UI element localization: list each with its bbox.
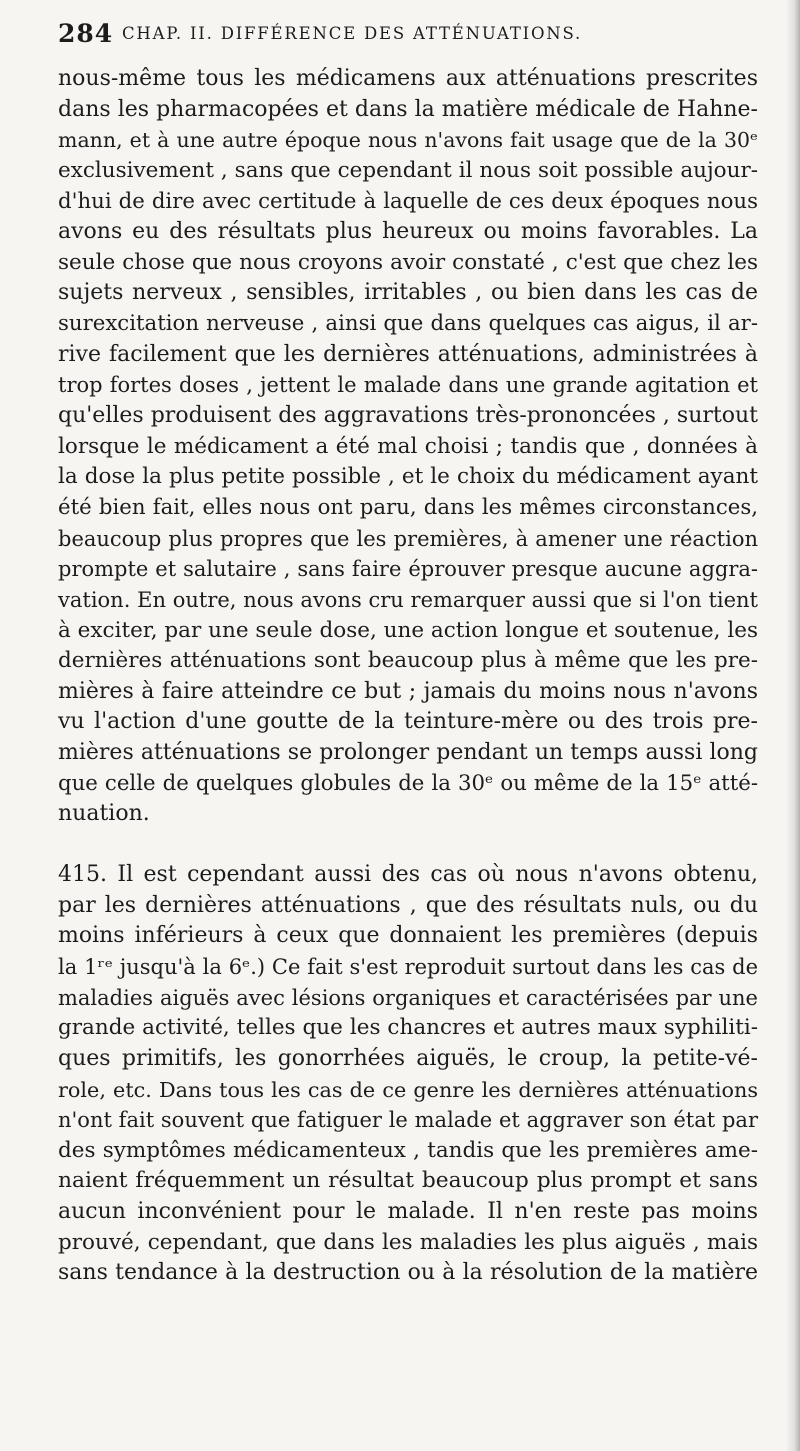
text-line: exclusivement , sans que cependant il nous soit possible aujour- [58, 157, 758, 183]
text-line: que celle de quelques globules de la 30ᵉ ou même de la 15ᵉ atté- [58, 770, 758, 796]
text-line: vation. En outre, nous avons cru remarquer aussi que si l'on tient [58, 587, 758, 612]
text-line: grande activité, telles que les chancres et autres maux syphiliti- [58, 1015, 758, 1041]
text-line: avons eu des résultats plus heureux ou moins favorables. La [58, 219, 758, 245]
text-line: 415. Il est cependant aussi des cas où nous n'avons obtenu, [58, 862, 758, 888]
text-line: mann, et à une autre époque nous n'avons fait usage que de la 30ᵉ [58, 128, 758, 153]
text-line: à exciter, par une seule dose, une action longue et soutenue, les [58, 617, 758, 643]
text-line: la 1ʳᵉ jusqu'à la 6ᵉ.) Ce fait s'est reproduit surtout dans les cas de [58, 954, 758, 979]
text-line: dans les pharmacopées et dans la matière médicale de Hahne- [58, 96, 758, 122]
text-line: surexcitation nerveuse , ainsi que dans quelques cas aigus, il ar- [58, 311, 758, 337]
text-line: prompte et salutaire , sans faire éprouver presque aucune aggra- [58, 557, 758, 582]
text-line: la dose la plus petite possible , et le choix du médicament ayant [58, 464, 758, 490]
text-line: moins inférieurs à ceux que donnaient les premières (depuis [58, 923, 758, 949]
text-line: d'hui de dire avec certitude à laquelle de ces deux époques nous [58, 188, 758, 214]
page-edge-shadow [786, 0, 800, 1451]
text-line: mières à faire atteindre ce but ; jamais du moins nous n'avons [58, 678, 758, 704]
text-line: été bien fait, elles nous ont paru, dans les mêmes circonstances, [58, 494, 758, 520]
text-line: des symptômes médicamenteux , tandis que les premières ame- [58, 1137, 758, 1163]
text-line: prouvé, cependant, que dans les maladies les plus aiguës , mais [58, 1229, 758, 1255]
text-line: role, etc. Dans tous les cas de ce genre les dernières atténuations [58, 1077, 758, 1102]
text-line: sans tendance à la destruction ou à la résolution de la matière [58, 1260, 758, 1286]
text-line: maladies aiguës avec lésions organiques et caractérisées par une [58, 985, 758, 1010]
text-line: naient fréquemment un résultat beaucoup plus prompt et sans [58, 1168, 758, 1194]
text-line: seule chose que nous croyons avoir constaté , c'est que chez les [58, 249, 758, 275]
text-line: sujets nerveux , sensibles, irritables , ou bien dans les cas de [58, 280, 758, 306]
chapter-heading: CHAP. II. DIFFÉRENCE DES ATTÉNUATIONS. [122, 24, 583, 43]
paragraph-415 [58, 860, 758, 1289]
paragraph-spacer [58, 830, 758, 860]
body-text [58, 64, 758, 1289]
text-line: qu'elles produisent des aggravations très-prononcées , surtout [58, 403, 758, 429]
text-line: beaucoup plus propres que les premières, à amener une réaction [58, 526, 758, 551]
text-line: par les dernières atténuations , que des résultats nuls, ou du [58, 892, 758, 918]
text-line: nuation. [58, 801, 150, 827]
text-line: rive facilement que les dernières atténuations, administrées à [58, 341, 758, 367]
text-line: trop fortes doses , jettent le malade dans une grande agitation et [58, 373, 758, 398]
text-line: n'ont fait souvent que fatiguer le malade et aggraver son état par [58, 1108, 758, 1133]
text-line: ques primitifs, les gonorrhées aiguës, le croup, la petite-vé- [58, 1045, 758, 1071]
text-line: aucun inconvénient pour le malade. Il n'en reste pas moins [58, 1199, 758, 1225]
text-line: nous-même tous les médicamens aux atténuations prescrites [58, 66, 758, 91]
running-head [58, 16, 758, 52]
page-number: 284 [58, 19, 114, 48]
text-line: mières atténuations se prolonger pendant un temps aussi long [58, 740, 758, 766]
text-line: dernières atténuations sont beaucoup plus à même que les pre- [58, 648, 758, 674]
text-line: lorsque le médicament a été mal choisi ; tandis que , données à [58, 433, 758, 459]
text-line: vu l'action d'une goutte de la teinture-mère ou des trois pre- [58, 709, 758, 735]
paragraph-1 [58, 64, 758, 830]
